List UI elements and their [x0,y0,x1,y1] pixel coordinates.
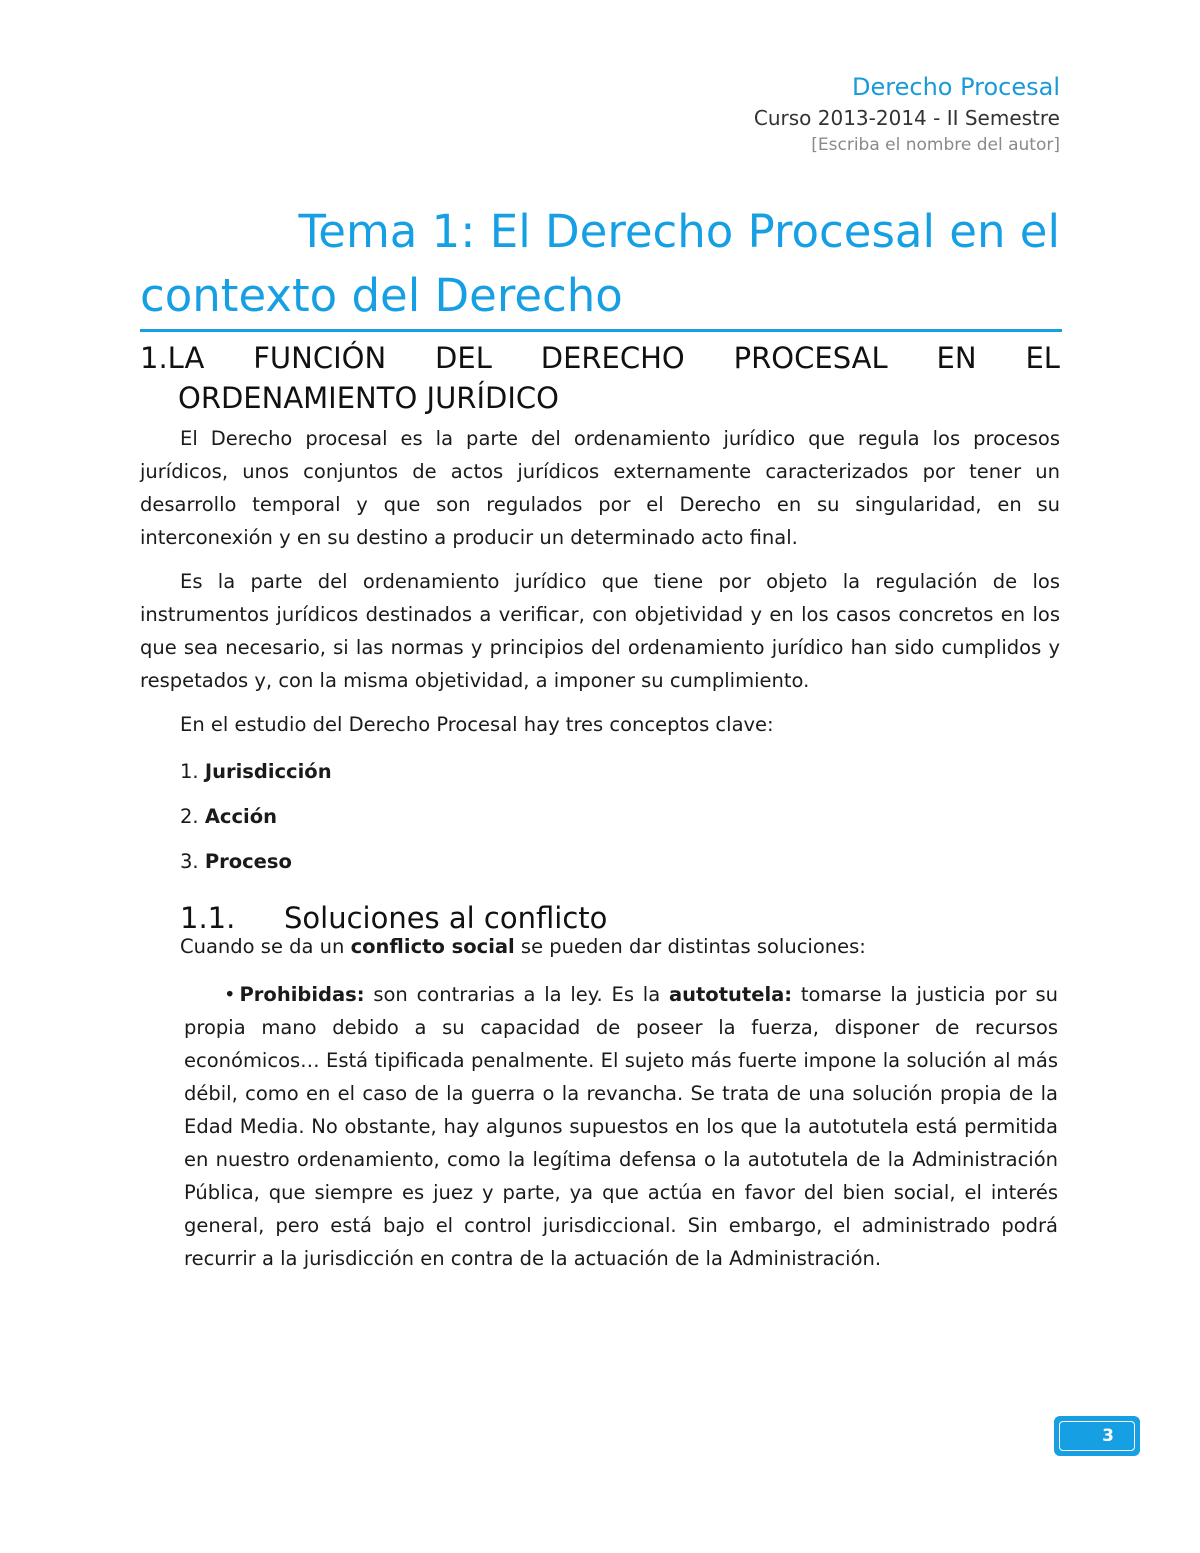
bullet-icon: • [224,983,236,1006]
course-title: Derecho Procesal [852,73,1060,101]
section-heading-first [140,338,204,378]
concept-label: Jurisdicción [204,760,332,783]
bullet-text: tomarse la justicia por su propia mano debido a su capacidad de poseer la fuerza, disponer de recursos económicos… Está tipificada penalmente. El sujeto más fuerte impone la solución al más débil, como en el caso de la guerra o la revancha. Se trata de una solución propia de la Edad Media. No obstante, hay algunos supuestos en los que la autotutela está permitida en nuestro ordenamiento, como la legítima defensa o la autotutela de la Administración Pública, que siempre es juez y parte, ya que actúa en favor del bien social, el interés general, pero está bajo el control jurisdiccional. Sin embargo, el administrado podrá recurrir a la jurisdicción en contra de la actuación de la Administración. [184,983,1058,1270]
subsection-intro [180,932,866,962]
concept-number: 1. [180,760,199,783]
section-heading-word: DEL [435,341,492,375]
section-body [140,422,1060,752]
section-heading-row1 [140,338,1060,378]
concept-label: Acción [204,805,277,828]
concept-number: 2. [180,805,199,828]
author-placeholder[interactable]: [Escriba el nombre del autor] [811,135,1060,155]
page-number-badge-inner [1059,1421,1135,1451]
concept-label: Proceso [204,850,292,873]
concept-item [180,847,292,877]
subsection-number: 1.1. [180,901,236,935]
section-heading-word: EL [1025,341,1060,375]
paragraph: En el estudio del Derecho Procesal hay tres conceptos clave: [180,713,774,736]
title-underline [140,329,1062,332]
section-heading-word: EN [936,341,977,375]
bullet-text: son contrarias a la ley. Es la [364,983,669,1006]
section-heading-word: LA [167,341,205,375]
section-heading [140,338,1060,418]
chapter-title [140,200,1060,328]
concept-number: 3. [180,850,199,873]
chapter-title-line2: contexto del Derecho [140,269,623,322]
page-number-badge [1054,1416,1140,1456]
section-heading-word: PROCESAL [733,341,888,375]
course-term: Curso 2013-2014 - II Semestre [753,106,1060,130]
paragraph: Es la parte del ordenamiento jurídico que tiene por objeto la regulación de los instrumentos jurídicos destinados a verificar, con objetividad y en los casos concretos en los que sea necesario, si las normas y principios del ordenamiento jurídico han sido cumplidos y respetados y, con la misma objetividad, a imponer su cumplimiento. [140,570,1060,692]
intro-text: se pueden dar distintas soluciones: [514,935,866,958]
intro-bold: conflicto social [350,935,515,958]
section-number: 1. [140,341,168,375]
subsection-title: Soluciones al conflicto [284,901,608,935]
section-heading-word: FUNCIÓN [253,341,387,375]
page-number: 3 [1102,1426,1114,1446]
bullet-item [184,978,1058,1275]
concept-item [180,757,332,787]
concept-item [180,802,277,832]
paragraph: El Derecho procesal es la parte del ordenamiento jurídico que regula los procesos jurídicos, unos conjuntos de actos jurídicos externamente caracterizados por tener un desarrollo temporal y que son regulados por el Derecho en su singularidad, en su interconexión y en su destino a producir un determinado acto final. [140,427,1060,549]
bullet-bold-term: autotutela: [668,983,793,1006]
chapter-title-line1: Tema 1: El Derecho Procesal en el [298,205,1060,258]
section-heading-line2: ORDENAMIENTO JURÍDICO [178,381,559,415]
intro-text: Cuando se da un [180,935,351,958]
bullet-label: Prohibidas: [239,983,365,1006]
page-header [754,70,1060,158]
document-page [140,0,1060,1553]
section-heading-word: DERECHO [540,341,685,375]
